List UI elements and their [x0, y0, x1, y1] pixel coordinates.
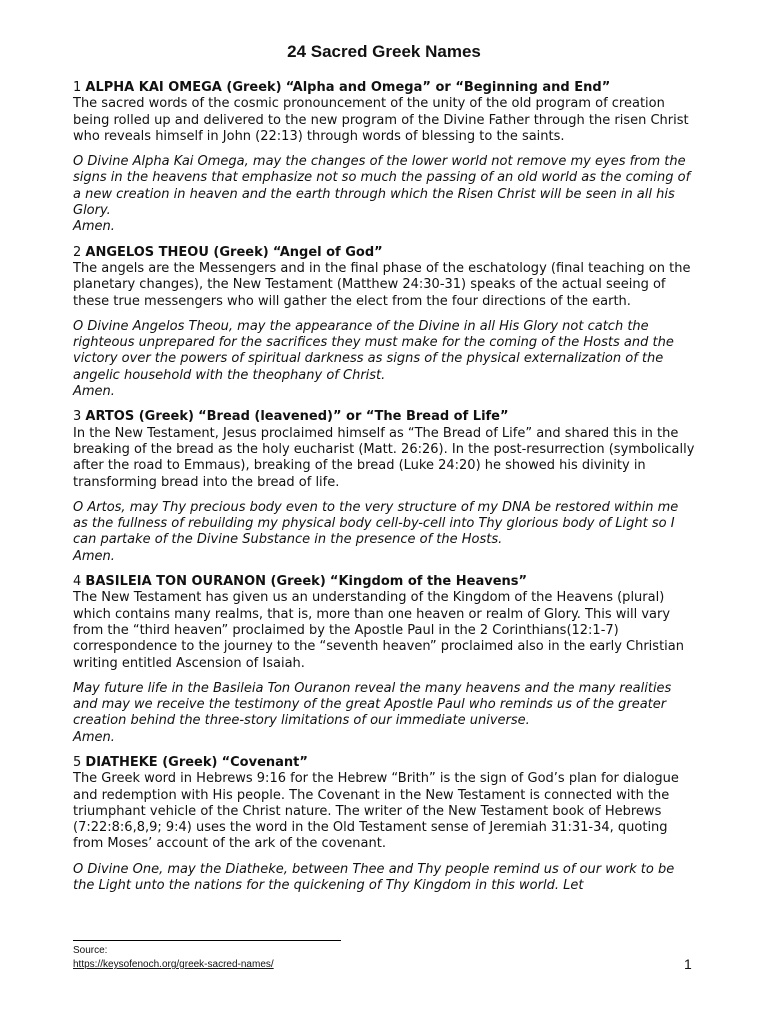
entry-heading [73, 409, 697, 425]
entry-translation: “Bread (leavened)” or “The Bread of Life” [198, 409, 509, 425]
entry-body: The New Testament has given us an understanding of the Kingdom of the Heavens (plural) which contains many realms, that is, more than one heaven or realm of Glory. This will vary from the “third heaven” proclaimed by the Apostle Paul in the 2 Corinthians(12:1-7) correspondence to the journey to the “seventh heaven” proclaimed also in the early Christian writing entitled Ascension of Isaiah. [73, 590, 684, 671]
entry-heading [73, 80, 697, 96]
entry-name: ALPHA KAI OMEGA (Greek) [85, 80, 282, 95]
entry-5 [73, 755, 697, 894]
entry-number: 2 [73, 244, 82, 260]
entry-1 [73, 80, 697, 236]
entry-name: ANGELOS THEOU (Greek) [85, 244, 269, 260]
entry-3 [73, 409, 697, 565]
entry-number: 3 [73, 409, 82, 425]
entry-heading [73, 755, 697, 771]
entry-amen: Amen. [73, 729, 115, 745]
entry-prayer: O Divine Angelos Theou, may the appearance of the Divine in all His Glory not catch the righteous unprepared for the sacrifices they must make for the coming of the Hosts and the victory over the powers of spiritual darkness as signs of the physical externalization of the angelic household with the theophany of Christ. [73, 318, 674, 383]
entry-translation: “Covenant” [221, 754, 308, 770]
entry-translation: “Angel of God” [272, 244, 383, 260]
entry-number: 4 [73, 574, 82, 590]
entry-amen: Amen. [73, 384, 115, 400]
entry-name: BASILEIA TON OURANON (Greek) [85, 574, 326, 590]
page-number: 1 [684, 956, 692, 972]
entry-heading [73, 245, 697, 261]
entry-name: DIATHEKE (Greek) [85, 754, 218, 770]
entry-translation: “Alpha and Omega” or “Beginning and End” [285, 80, 611, 95]
entry-prayer: O Artos, may Thy precious body even to the very structure of my DNA be restored within me as the fullness of rebuilding my physical body cell-by-cell into Thy glorious body of Light so I can partake of the Divine Substance in the presence of the Hosts. [73, 499, 679, 548]
entry-body: The angels are the Messengers and in the final phase of the eschatology (final teaching on the planetary changes), the New Testament (Matthew 24:30-31) speaks of the actual seeing of these true messengers who will gather the elect from the four directions of the earth. [73, 260, 691, 309]
entry-body: The Greek word in Hebrews 9:16 for the Hebrew “Brith” is the sign of God’s plan for dialogue and redemption with His people. The Covenant in the New Testament is connected with the triumphant vehicle of the Christ nature. The writer of the New Testament book of Hebrews (7:22:8:6,8,9; 9:4) uses the word in the Old Testament sense of Jeremiah 31:31-34, quoting from Moses’ account of the ark of the covenant. [73, 771, 679, 852]
entry-prayer: O Divine One, may the Diatheke, between Thee and Thy people remind us of our work to be the Light unto the nations for the quickening of Thy Kingdom in this world. Let [73, 861, 675, 894]
footnote-divider [73, 940, 341, 941]
entry-2 [73, 245, 697, 401]
source-link[interactable]: https://keysofenoch.org/greek-sacred-names/ [73, 959, 274, 970]
entry-body: The sacred words of the cosmic pronouncement of the unity of the old program of creation being rolled up and delivered to the new program of the Divine Father through the risen Christ who reveals himself in John (22:13) through words of blessing to the saints. [73, 96, 689, 144]
entry-4 [73, 574, 697, 746]
entry-prayer: May future life in the Basileia Ton Ouranon reveal the many heavens and the many realities and may we receive the testimony of the great Apostle Paul who reminds us of the greater creation behind the three-story limitations of our immediate universe. [73, 680, 672, 729]
entry-translation: “Kingdom of the Heavens” [329, 574, 528, 590]
source-label: Source: [73, 945, 108, 956]
entry-amen: Amen. [73, 548, 115, 564]
entries-list [73, 80, 697, 903]
entry-prayer: O Divine Alpha Kai Omega, may the changes of the lower world not remove my eyes from the signs in the heavens that emphasize not so much the passing of an old world as the coming of a new creation in heaven and the earth through which the Risen Christ will be seen in all his Glory. [73, 154, 691, 219]
entry-heading [73, 574, 697, 590]
entry-number: 1 [73, 80, 82, 95]
entry-body: In the New Testament, Jesus proclaimed himself as “The Bread of Life” and shared this in the breaking of the bread as the holy eucharist (Matt. 26:26). In the post-resurrection (symbolically after the road to Emmaus), breaking of the bread (Luke 24:20) he showed his divinity in transforming bread into the bread of life. [73, 425, 695, 490]
entry-number: 5 [73, 754, 82, 770]
entry-amen: Amen. [73, 219, 115, 235]
entry-name: ARTOS (Greek) [85, 409, 194, 425]
page-title: 24 Sacred Greek Names [287, 42, 481, 61]
